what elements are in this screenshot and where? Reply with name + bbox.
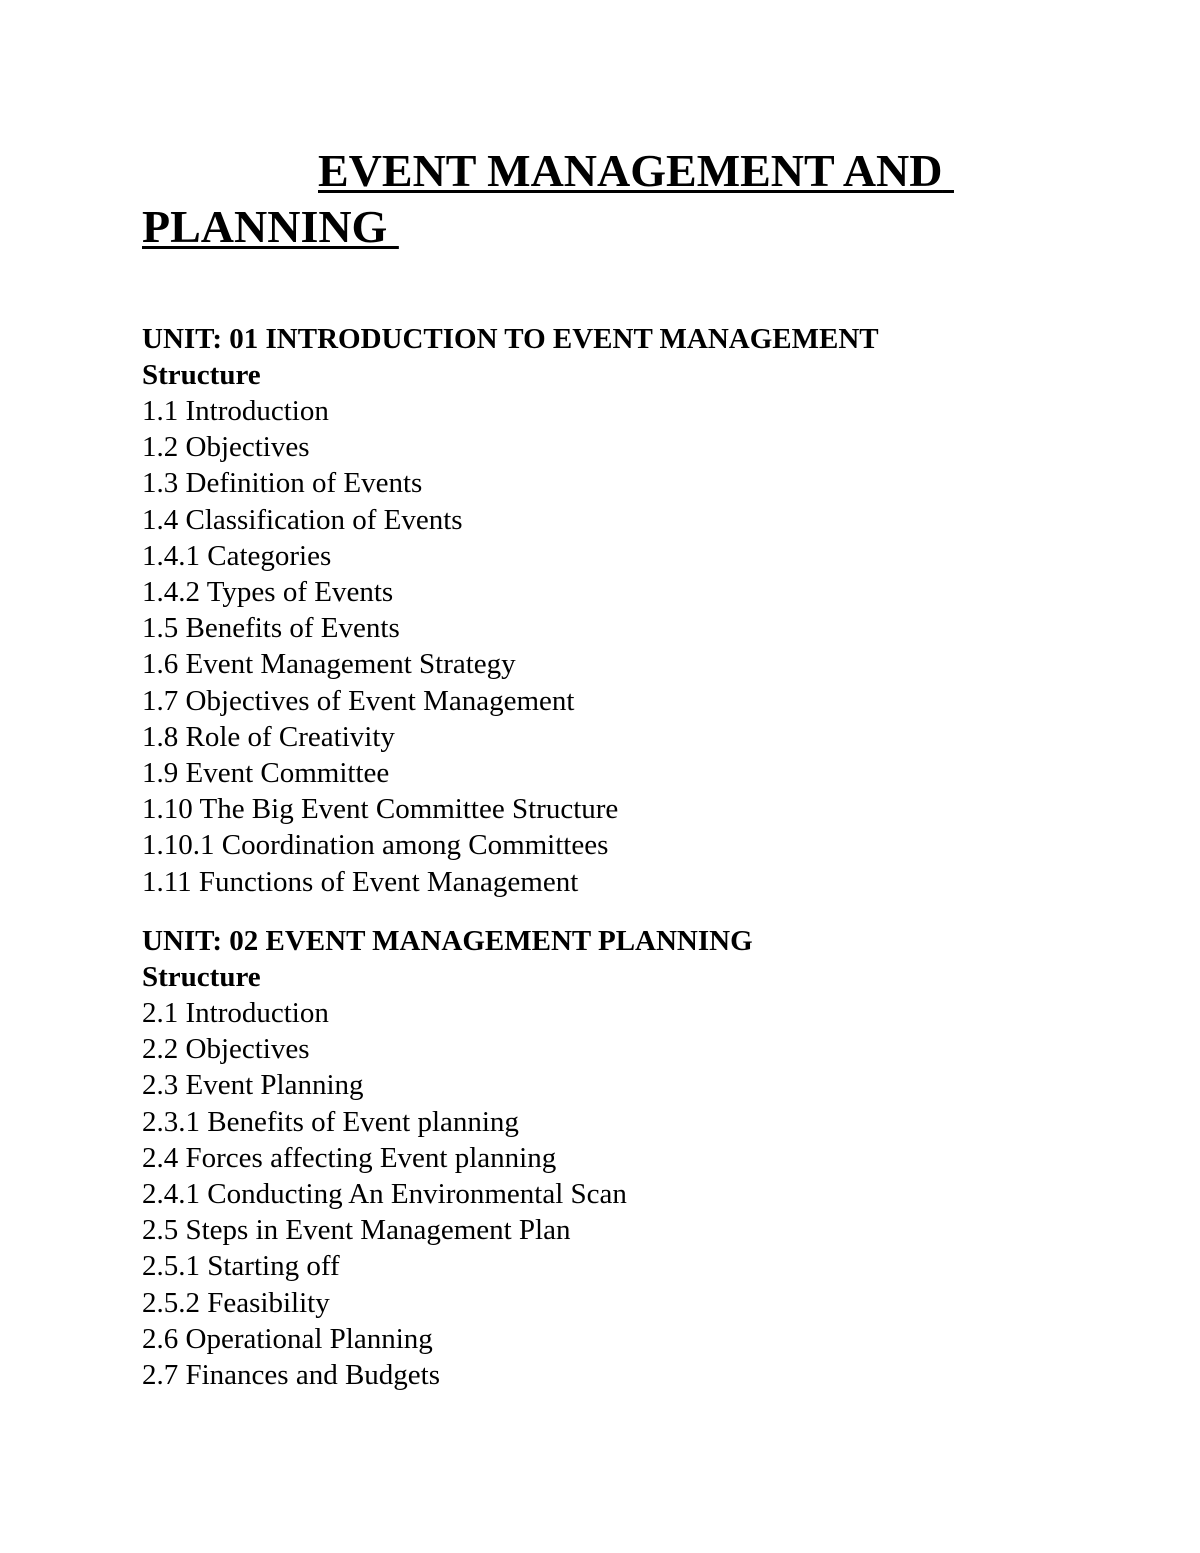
toc-item: 2.4.1 Conducting An Environmental Scan: [142, 1178, 627, 1211]
unit-02-structure-label: Structure: [142, 961, 261, 993]
toc-item: 1.4 Classification of Events: [142, 503, 463, 536]
toc-item: 1.1 Introduction: [142, 395, 329, 427]
toc-item: 2.5 Steps in Event Management Plan: [142, 1214, 571, 1247]
toc-item: 1.4.2 Types of Events: [142, 576, 394, 609]
toc-item: 1.10.1 Coordination among Committees: [142, 829, 609, 862]
toc-item: 1.7 Objectives of Event Management: [142, 684, 575, 717]
toc-item: 1.4.1 Categories: [142, 539, 332, 572]
unit-02-section: [142, 923, 753, 1393]
toc-item: 2.6 Operational Planning: [142, 1322, 433, 1355]
toc-item: 1.5 Benefits of Events: [142, 612, 400, 645]
document-title-text: EVENT MANAGEMENT AND PLANNING: [142, 145, 954, 252]
document-title: [142, 143, 1022, 255]
unit-01-section: [142, 321, 879, 900]
toc-item: 2.5.1 Starting off: [142, 1250, 340, 1283]
toc-item: 1.9 Event Committee: [142, 757, 390, 790]
toc-item: 1.11 Functions of Event Management: [142, 865, 579, 898]
toc-item: 2.3 Event Planning: [142, 1069, 364, 1102]
toc-item: 1.3 Definition of Events: [142, 467, 423, 500]
toc-item: 1.2 Objectives: [142, 431, 310, 464]
toc-item: 2.7 Finances and Budgets: [142, 1359, 441, 1392]
toc-item: 2.1 Introduction: [142, 997, 329, 1029]
toc-item: 1.8 Role of Creativity: [142, 720, 395, 753]
unit-02-contents-list: [142, 995, 753, 1393]
toc-item: 2.3.1 Benefits of Event planning: [142, 1105, 519, 1138]
toc-item: 2.2 Objectives: [142, 1033, 310, 1066]
toc-item: 1.6 Event Management Strategy: [142, 648, 516, 681]
toc-item: 1.10 The Big Event Committee Structure: [142, 793, 619, 826]
toc-item: 2.5.2 Feasibility: [142, 1286, 330, 1319]
toc-item: 2.4 Forces affecting Event planning: [142, 1141, 557, 1174]
unit-01-heading: UNIT: 01 INTRODUCTION TO EVENT MANAGEMENT: [142, 323, 879, 355]
unit-01-structure-label: Structure: [142, 359, 261, 391]
unit-01-contents-list: [142, 393, 879, 900]
unit-02-heading: UNIT: 02 EVENT MANAGEMENT PLANNING: [142, 925, 753, 957]
